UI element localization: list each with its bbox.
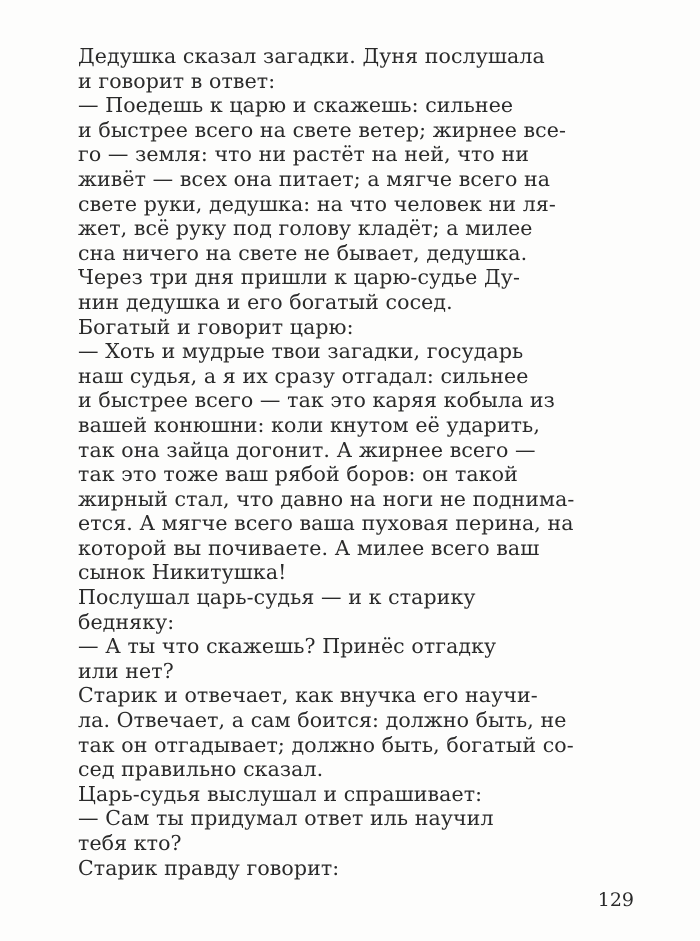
paragraph-2: — Поедешь к царю и скажешь: сильнее и быстрее всего на свете ветер; жирнее все- го — земля: что ни растёт на ней, что ни живёт — всех она питает; а мягче всего на свете руки, дедушка: на что человек ни ля- жет, всё руку под голову кладёт; а милее сна ничего на свете не бывает, дедушка. (78, 93, 567, 265)
paragraph-7: — А ты что скажешь? Принёс отгадку или нет? (78, 634, 497, 683)
paragraph-9: Царь-судья выслушал и спрашивает: (78, 781, 483, 806)
paragraph-5: — Хоть и мудрые твои загадки, государь наш судья, а я их сразу отгадал: сильнее и быстрее всего — так это каряя кобыла из вашей конюшни: коли кнутом её ударить, так она зайца догонит. А жирнее всего — так это тоже ваш рябой боров: он такой жирный стал, что давно на ноги не поднима- ется. А мягче всего ваша пуховая перина, на которой вы почиваете. А милее всего ваш сынок Никитушка! (78, 339, 575, 585)
paragraph-11: Старик правду говорит: (78, 855, 340, 880)
page-number: 129 (597, 889, 634, 911)
paragraph-8: Старик и отвечает, как внучка его научи- ла. Отвечает, а сам боится: должно быть, не так он отгадывает; должно быть, богатый со- сед правильно сказал. (78, 683, 574, 782)
paragraph-10: — Сам ты придумал ответ иль научил тебя кто? (78, 806, 494, 855)
paragraph-3: Через три дня пришли к царю-судье Ду- нин дедушка и его богатый сосед. (78, 265, 520, 314)
paragraph-4: Богатый и говорит царю: (78, 314, 354, 339)
paragraph-6: Послушал царь-судья — и к старику бедняку: (78, 585, 476, 634)
paragraph-1: Дедушка сказал загадки. Дуня послушала и говорит в ответ: (78, 44, 545, 93)
page-text (78, 44, 634, 880)
